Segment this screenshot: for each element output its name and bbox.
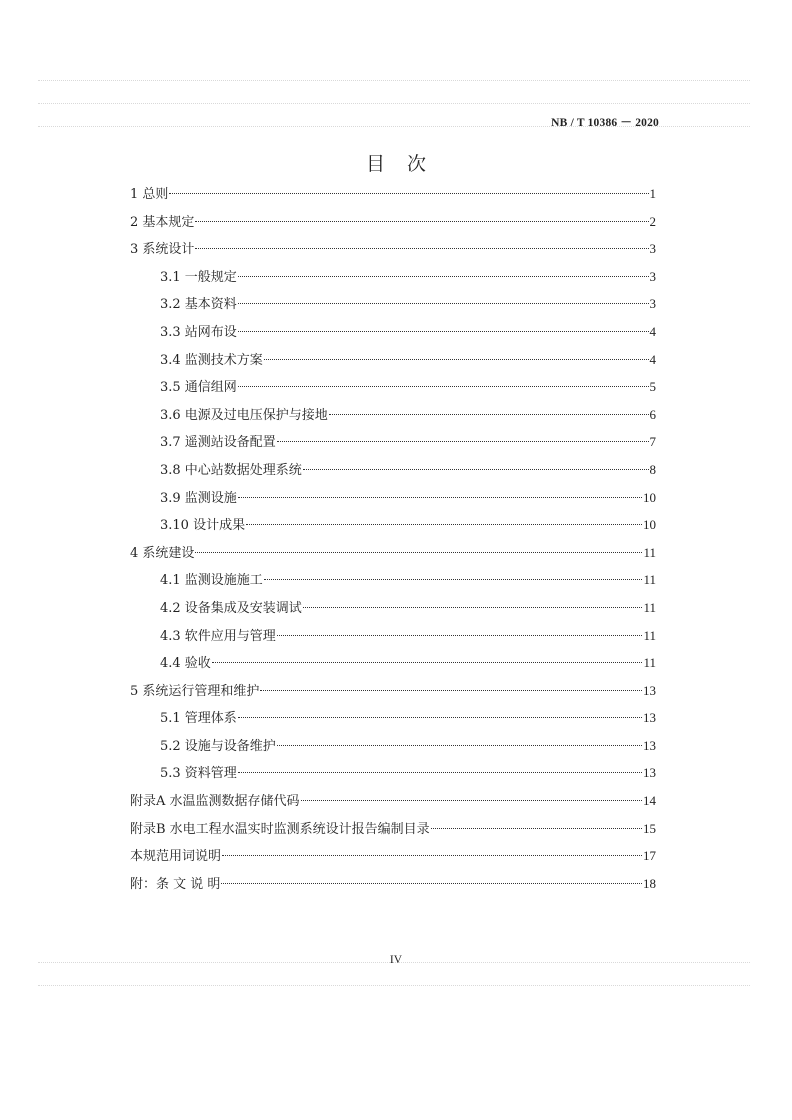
toc-entry-label: 3.6 电源及过电压保护与接地	[160, 407, 328, 423]
toc-entry-page: 13	[643, 710, 656, 726]
toc-entry-page: 13	[643, 737, 656, 753]
toc-entry-page: 11	[643, 572, 656, 588]
dot-leader	[195, 221, 648, 222]
toc-entry[interactable]	[130, 401, 656, 429]
toc-entry-label: 附录B 水电工程水温实时监测系统设计报告编制目录	[130, 821, 430, 837]
dot-leader	[238, 717, 642, 718]
dot-leader	[238, 497, 642, 498]
dot-leader	[277, 441, 649, 442]
dot-leader	[169, 193, 648, 194]
toc-entry[interactable]	[130, 649, 656, 677]
toc-entry-label: 附：条 文 说 明	[130, 876, 221, 892]
toc-entry-page: 15	[643, 820, 656, 836]
background-rule	[38, 80, 750, 81]
dot-leader	[238, 386, 649, 387]
toc-entry[interactable]	[130, 815, 656, 843]
toc-entry-page: 1	[649, 186, 656, 201]
dot-leader	[238, 331, 649, 332]
toc-entry-page: 2	[649, 213, 656, 229]
toc-entry-label: 4.4 验收	[160, 656, 211, 672]
dot-leader	[277, 745, 642, 746]
toc-entry-label: 5.2 设施与设备维护	[160, 738, 276, 754]
dot-leader	[195, 552, 642, 553]
toc-entry-page: 14	[643, 793, 656, 809]
toc-entry-label: 3.1 一般规定	[160, 269, 237, 285]
toc-entry[interactable]	[130, 456, 656, 484]
toc-entry[interactable]	[130, 235, 656, 263]
toc-entry[interactable]	[130, 346, 656, 374]
dot-leader	[238, 276, 649, 277]
table-of-contents	[130, 180, 656, 897]
toc-entry-page: 3	[649, 241, 656, 257]
page-number: IV	[389, 954, 403, 966]
toc-entry[interactable]	[130, 677, 656, 705]
toc-entry-page: 6	[649, 406, 656, 422]
toc-entry-label: 附录A 水温监测数据存储代码	[130, 794, 300, 810]
dot-leader	[303, 469, 649, 470]
background-rule	[38, 985, 750, 986]
toc-entry[interactable]	[130, 290, 656, 318]
toc-entry-page: 5	[649, 379, 656, 395]
toc-entry[interactable]	[130, 373, 656, 401]
toc-entry[interactable]	[130, 594, 656, 622]
toc-entry-page: 11	[643, 627, 656, 643]
document-code: NB / T 10386 － 2020	[551, 117, 659, 129]
toc-entry-label: 5.3 资料管理	[160, 766, 237, 782]
dot-leader	[264, 359, 649, 360]
toc-entry-label: 4.2 设备集成及安装调试	[160, 600, 302, 616]
toc-entry-page: 17	[643, 848, 656, 864]
toc-entry-label: 3.5 通信组网	[160, 380, 237, 396]
toc-entry[interactable]	[130, 539, 656, 567]
toc-entry[interactable]	[130, 484, 656, 512]
dot-leader	[222, 855, 642, 856]
toc-entry-label: 本规范用词说明	[130, 849, 222, 865]
dot-leader	[212, 662, 643, 663]
toc-entry-page: 13	[643, 765, 656, 781]
toc-entry-label: 3.8 中心站数据处理系统	[160, 462, 302, 478]
dot-leader	[238, 772, 642, 773]
toc-entry[interactable]	[130, 732, 656, 760]
toc-entry-label: 5 系统运行管理和维护	[130, 683, 260, 699]
toc-entry[interactable]	[130, 263, 656, 291]
toc-entry-page: 11	[643, 599, 656, 615]
toc-entry-page: 3	[649, 268, 656, 284]
toc-entry-page: 10	[643, 489, 656, 505]
page-title: 目次	[365, 153, 448, 175]
toc-entry-label: 3 系统设计	[130, 242, 195, 258]
dot-leader	[301, 800, 642, 801]
toc-entry[interactable]	[130, 318, 656, 346]
toc-entry-label: 3.9 监测设施	[160, 490, 237, 506]
toc-entry[interactable]	[130, 208, 656, 236]
toc-entry-page: 13	[643, 682, 656, 698]
toc-entry[interactable]	[130, 428, 656, 456]
toc-entry-page: 18	[643, 875, 656, 891]
toc-entry-page: 8	[649, 461, 656, 477]
toc-entry-page: 10	[643, 517, 656, 533]
toc-entry-page: 7	[649, 434, 656, 450]
toc-entry-label: 3.3 站网布设	[160, 324, 237, 340]
toc-entry[interactable]	[130, 511, 656, 539]
toc-entry[interactable]	[130, 180, 656, 208]
toc-entry-label: 3.2 基本资料	[160, 297, 237, 313]
toc-entry-label: 4 系统建设	[130, 545, 195, 561]
toc-entry-label: 1 总则	[130, 187, 169, 202]
dot-leader	[264, 579, 643, 580]
toc-entry[interactable]	[130, 842, 656, 870]
toc-entry-page: 11	[643, 655, 656, 671]
dot-leader	[431, 828, 642, 829]
toc-entry[interactable]	[130, 870, 656, 898]
toc-entry-label: 3.7 遥测站设备配置	[160, 435, 276, 451]
dot-leader	[260, 690, 642, 691]
toc-entry[interactable]	[130, 566, 656, 594]
toc-entry-page: 3	[649, 296, 656, 312]
dot-leader	[277, 635, 643, 636]
dot-leader	[238, 303, 649, 304]
toc-entry-label: 4.1 监测设施施工	[160, 573, 263, 589]
toc-entry-page: 4	[649, 351, 656, 367]
toc-entry-label: 2 基本规定	[130, 214, 195, 230]
toc-entry-label: 3.4 监测技术方案	[160, 352, 263, 368]
dot-leader	[246, 524, 642, 525]
dot-leader	[195, 248, 648, 249]
dot-leader	[303, 607, 643, 608]
dot-leader	[329, 414, 649, 415]
toc-entry-page: 4	[649, 323, 656, 339]
background-rule	[38, 103, 750, 104]
toc-entry[interactable]	[130, 787, 656, 815]
toc-entry-label: 3.10 设计成果	[160, 518, 246, 534]
toc-entry-page: 11	[643, 544, 656, 560]
toc-entry-label: 4.3 软件应用与管理	[160, 628, 276, 644]
toc-entry[interactable]	[130, 704, 656, 732]
toc-entry-label: 5.1 管理体系	[160, 711, 237, 727]
toc-entry[interactable]	[130, 622, 656, 650]
dot-leader	[221, 883, 642, 884]
toc-entry[interactable]	[130, 759, 656, 787]
